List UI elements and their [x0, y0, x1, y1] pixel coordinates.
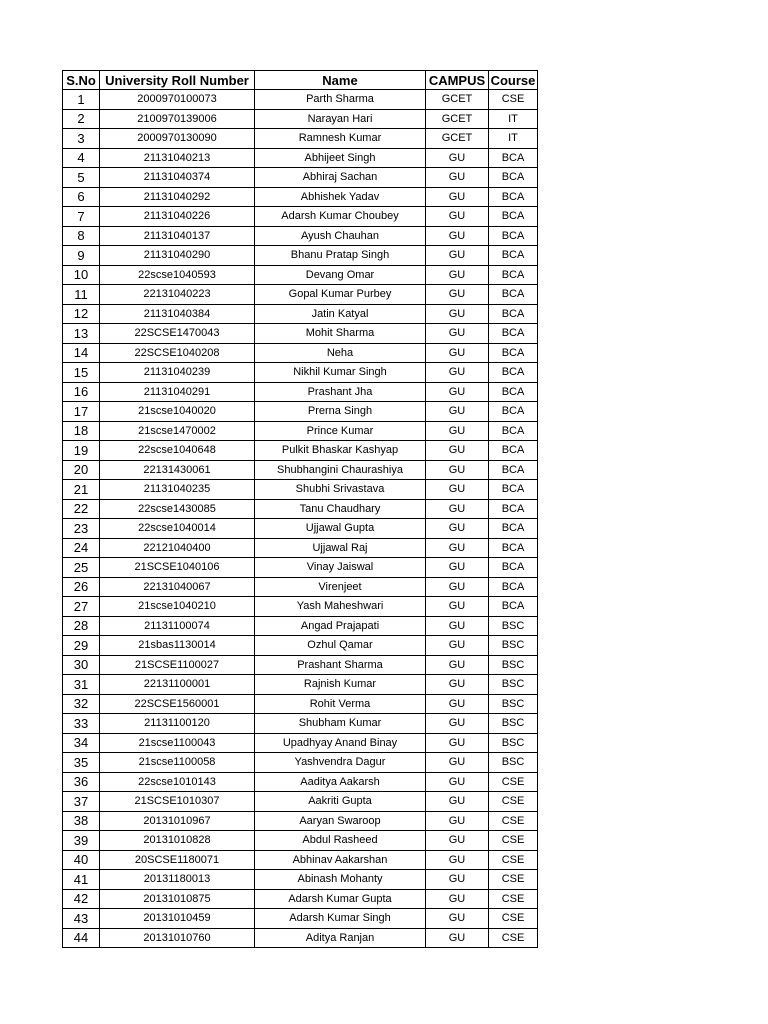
cell-course: CSE	[489, 928, 538, 948]
cell-sno: 4	[63, 148, 100, 168]
cell-roll-number: 22SCSE1040208	[100, 343, 255, 363]
cell-course: CSE	[489, 772, 538, 792]
cell-sno: 5	[63, 168, 100, 188]
cell-campus: GU	[426, 460, 489, 480]
cell-sno: 3	[63, 129, 100, 149]
cell-name: Pulkit Bhaskar Kashyap	[255, 441, 426, 461]
table-row	[63, 811, 538, 831]
cell-roll-number: 21131040239	[100, 363, 255, 383]
cell-name: Shubhangini Chaurashiya	[255, 460, 426, 480]
cell-roll-number: 21131040384	[100, 304, 255, 324]
cell-course: BCA	[489, 538, 538, 558]
cell-course: BSC	[489, 733, 538, 753]
cell-course: BCA	[489, 363, 538, 383]
cell-course: CSE	[489, 831, 538, 851]
cell-course: BCA	[489, 480, 538, 500]
cell-campus: GU	[426, 714, 489, 734]
cell-roll-number: 20131010828	[100, 831, 255, 851]
header-row	[63, 71, 538, 90]
cell-sno: 13	[63, 324, 100, 344]
cell-course: BCA	[489, 304, 538, 324]
cell-roll-number: 21scse1470002	[100, 421, 255, 441]
cell-campus: GU	[426, 382, 489, 402]
cell-sno: 24	[63, 538, 100, 558]
header-campus: CAMPUS	[426, 71, 489, 90]
cell-campus: GU	[426, 558, 489, 578]
student-table	[62, 70, 538, 948]
cell-name: Rajnish Kumar	[255, 675, 426, 695]
cell-sno: 39	[63, 831, 100, 851]
cell-course: BSC	[489, 714, 538, 734]
cell-campus: GU	[426, 246, 489, 266]
cell-course: BCA	[489, 499, 538, 519]
cell-name: Prince Kumar	[255, 421, 426, 441]
cell-campus: GU	[426, 421, 489, 441]
table-row	[63, 129, 538, 149]
cell-sno: 7	[63, 207, 100, 227]
cell-campus: GU	[426, 928, 489, 948]
cell-campus: GU	[426, 148, 489, 168]
cell-sno: 29	[63, 636, 100, 656]
cell-roll-number: 20131180013	[100, 870, 255, 890]
cell-course: BCA	[489, 460, 538, 480]
cell-roll-number: 22scse1040014	[100, 519, 255, 539]
table-row	[63, 733, 538, 753]
cell-name: Virenjeet	[255, 577, 426, 597]
table-row	[63, 675, 538, 695]
cell-campus: GU	[426, 402, 489, 422]
cell-name: Ujjawal Gupta	[255, 519, 426, 539]
cell-sno: 30	[63, 655, 100, 675]
cell-sno: 16	[63, 382, 100, 402]
cell-campus: GU	[426, 363, 489, 383]
cell-course: BSC	[489, 675, 538, 695]
cell-course: BCA	[489, 519, 538, 539]
cell-sno: 27	[63, 597, 100, 617]
cell-sno: 18	[63, 421, 100, 441]
cell-roll-number: 22131100001	[100, 675, 255, 695]
cell-campus: GCET	[426, 109, 489, 129]
cell-course: BCA	[489, 168, 538, 188]
table-row	[63, 148, 538, 168]
cell-name: Abhishek Yadav	[255, 187, 426, 207]
table-row	[63, 519, 538, 539]
cell-sno: 25	[63, 558, 100, 578]
cell-campus: GU	[426, 207, 489, 227]
cell-sno: 42	[63, 889, 100, 909]
cell-campus: GU	[426, 285, 489, 305]
cell-campus: GU	[426, 850, 489, 870]
cell-campus: GU	[426, 675, 489, 695]
cell-roll-number: 21131100074	[100, 616, 255, 636]
cell-roll-number: 20131010459	[100, 909, 255, 929]
table-row	[63, 597, 538, 617]
cell-sno: 19	[63, 441, 100, 461]
table-row	[63, 109, 538, 129]
cell-course: BCA	[489, 402, 538, 422]
cell-name: Nikhil Kumar Singh	[255, 363, 426, 383]
cell-sno: 35	[63, 753, 100, 773]
table-row	[63, 714, 538, 734]
table-row	[63, 363, 538, 383]
table-row	[63, 889, 538, 909]
cell-campus: GU	[426, 304, 489, 324]
cell-campus: GU	[426, 889, 489, 909]
cell-roll-number: 22131040067	[100, 577, 255, 597]
cell-name: Narayan Hari	[255, 109, 426, 129]
cell-course: BCA	[489, 421, 538, 441]
cell-roll-number: 21131040292	[100, 187, 255, 207]
cell-sno: 17	[63, 402, 100, 422]
cell-name: Ozhul Qamar	[255, 636, 426, 656]
cell-sno: 32	[63, 694, 100, 714]
cell-course: BCA	[489, 577, 538, 597]
cell-name: Angad Prajapati	[255, 616, 426, 636]
table-row	[63, 207, 538, 227]
cell-course: CSE	[489, 90, 538, 110]
cell-course: IT	[489, 129, 538, 149]
cell-course: BSC	[489, 753, 538, 773]
cell-name: Devang Omar	[255, 265, 426, 285]
cell-campus: GU	[426, 694, 489, 714]
cell-course: BCA	[489, 148, 538, 168]
cell-name: Adarsh Kumar Singh	[255, 909, 426, 929]
cell-sno: 37	[63, 792, 100, 812]
cell-roll-number: 22scse1040593	[100, 265, 255, 285]
cell-roll-number: 2000970130090	[100, 129, 255, 149]
cell-course: BCA	[489, 265, 538, 285]
cell-roll-number: 21131040226	[100, 207, 255, 227]
cell-roll-number: 22scse1430085	[100, 499, 255, 519]
cell-roll-number: 21scse1100058	[100, 753, 255, 773]
cell-sno: 38	[63, 811, 100, 831]
cell-sno: 26	[63, 577, 100, 597]
cell-roll-number: 22121040400	[100, 538, 255, 558]
header-name: Name	[255, 71, 426, 90]
cell-roll-number: 22SCSE1560001	[100, 694, 255, 714]
table-row	[63, 928, 538, 948]
cell-name: Yashvendra Dagur	[255, 753, 426, 773]
table-row	[63, 480, 538, 500]
cell-name: Prerna Singh	[255, 402, 426, 422]
table-row	[63, 265, 538, 285]
cell-name: Aaryan Swaroop	[255, 811, 426, 831]
table-row	[63, 831, 538, 851]
cell-sno: 28	[63, 616, 100, 636]
cell-name: Prashant Sharma	[255, 655, 426, 675]
cell-course: BCA	[489, 187, 538, 207]
cell-course: BSC	[489, 655, 538, 675]
table-row	[63, 285, 538, 305]
cell-course: CSE	[489, 909, 538, 929]
cell-name: Gopal Kumar Purbey	[255, 285, 426, 305]
cell-roll-number: 20131010760	[100, 928, 255, 948]
table-row	[63, 909, 538, 929]
cell-course: CSE	[489, 870, 538, 890]
cell-campus: GU	[426, 265, 489, 285]
cell-roll-number: 20SCSE1180071	[100, 850, 255, 870]
cell-roll-number: 21131040213	[100, 148, 255, 168]
cell-sno: 33	[63, 714, 100, 734]
cell-name: Neha	[255, 343, 426, 363]
cell-campus: GU	[426, 168, 489, 188]
cell-course: BCA	[489, 558, 538, 578]
cell-name: Vinay Jaiswal	[255, 558, 426, 578]
cell-campus: GU	[426, 636, 489, 656]
cell-campus: GU	[426, 480, 489, 500]
cell-sno: 12	[63, 304, 100, 324]
cell-sno: 1	[63, 90, 100, 110]
cell-name: Yash Maheshwari	[255, 597, 426, 617]
cell-name: Upadhyay Anand Binay	[255, 733, 426, 753]
cell-roll-number: 21SCSE1100027	[100, 655, 255, 675]
cell-sno: 15	[63, 363, 100, 383]
cell-course: CSE	[489, 792, 538, 812]
table-row	[63, 421, 538, 441]
cell-campus: GCET	[426, 90, 489, 110]
table-row	[63, 402, 538, 422]
cell-campus: GU	[426, 226, 489, 246]
cell-name: Prashant Jha	[255, 382, 426, 402]
cell-name: Abdul Rasheed	[255, 831, 426, 851]
cell-course: CSE	[489, 850, 538, 870]
cell-course: BCA	[489, 324, 538, 344]
cell-campus: GU	[426, 792, 489, 812]
table-row	[63, 616, 538, 636]
cell-roll-number: 21SCSE1010307	[100, 792, 255, 812]
table-row	[63, 870, 538, 890]
cell-campus: GU	[426, 772, 489, 792]
cell-sno: 31	[63, 675, 100, 695]
cell-campus: GU	[426, 499, 489, 519]
cell-campus: GU	[426, 870, 489, 890]
cell-course: CSE	[489, 811, 538, 831]
cell-course: BCA	[489, 207, 538, 227]
cell-sno: 22	[63, 499, 100, 519]
cell-name: Abinash Mohanty	[255, 870, 426, 890]
cell-sno: 41	[63, 870, 100, 890]
cell-roll-number: 22131040223	[100, 285, 255, 305]
cell-sno: 11	[63, 285, 100, 305]
cell-course: BCA	[489, 226, 538, 246]
cell-name: Ramnesh Kumar	[255, 129, 426, 149]
cell-course: BSC	[489, 616, 538, 636]
cell-roll-number: 21131040290	[100, 246, 255, 266]
cell-sno: 34	[63, 733, 100, 753]
cell-sno: 21	[63, 480, 100, 500]
header-sno: S.No	[63, 71, 100, 90]
cell-course: BCA	[489, 285, 538, 305]
cell-campus: GCET	[426, 129, 489, 149]
cell-name: Adarsh Kumar Choubey	[255, 207, 426, 227]
cell-roll-number: 21131040235	[100, 480, 255, 500]
cell-name: Ayush Chauhan	[255, 226, 426, 246]
cell-campus: GU	[426, 655, 489, 675]
table-body	[63, 90, 538, 948]
cell-roll-number: 2000970100073	[100, 90, 255, 110]
table-row	[63, 792, 538, 812]
cell-roll-number: 21SCSE1040106	[100, 558, 255, 578]
table-row	[63, 694, 538, 714]
table-row	[63, 460, 538, 480]
cell-campus: GU	[426, 538, 489, 558]
cell-roll-number: 21131040137	[100, 226, 255, 246]
table-row	[63, 304, 538, 324]
cell-name: Ujjawal Raj	[255, 538, 426, 558]
table-row	[63, 558, 538, 578]
cell-name: Tanu Chaudhary	[255, 499, 426, 519]
cell-campus: GU	[426, 831, 489, 851]
cell-name: Aaditya Aakarsh	[255, 772, 426, 792]
table-row	[63, 187, 538, 207]
cell-campus: GU	[426, 519, 489, 539]
cell-roll-number: 20131010967	[100, 811, 255, 831]
cell-sno: 14	[63, 343, 100, 363]
cell-roll-number: 21sbas1130014	[100, 636, 255, 656]
table-row	[63, 343, 538, 363]
cell-name: Bhanu Pratap Singh	[255, 246, 426, 266]
table-row	[63, 850, 538, 870]
header-roll-number: University Roll Number	[100, 71, 255, 90]
cell-sno: 6	[63, 187, 100, 207]
cell-name: Parth Sharma	[255, 90, 426, 110]
cell-roll-number: 21131040374	[100, 168, 255, 188]
cell-campus: GU	[426, 343, 489, 363]
cell-name: Abhijeet Singh	[255, 148, 426, 168]
cell-roll-number: 22scse1040648	[100, 441, 255, 461]
cell-roll-number: 21scse1040020	[100, 402, 255, 422]
cell-name: Jatin Katyal	[255, 304, 426, 324]
cell-roll-number: 21scse1040210	[100, 597, 255, 617]
cell-campus: GU	[426, 909, 489, 929]
cell-campus: GU	[426, 753, 489, 773]
cell-course: BSC	[489, 636, 538, 656]
cell-sno: 44	[63, 928, 100, 948]
table-row	[63, 655, 538, 675]
cell-roll-number: 22scse1010143	[100, 772, 255, 792]
table-row	[63, 499, 538, 519]
cell-campus: GU	[426, 324, 489, 344]
table-row	[63, 577, 538, 597]
cell-course: BCA	[489, 343, 538, 363]
cell-name: Aditya Ranjan	[255, 928, 426, 948]
cell-name: Aakriti Gupta	[255, 792, 426, 812]
table-row	[63, 441, 538, 461]
cell-course: CSE	[489, 889, 538, 909]
cell-name: Shubham Kumar	[255, 714, 426, 734]
cell-name: Mohit Sharma	[255, 324, 426, 344]
cell-course: BCA	[489, 597, 538, 617]
cell-name: Adarsh Kumar Gupta	[255, 889, 426, 909]
cell-sno: 9	[63, 246, 100, 266]
cell-campus: GU	[426, 577, 489, 597]
table-row	[63, 636, 538, 656]
cell-sno: 8	[63, 226, 100, 246]
table-row	[63, 382, 538, 402]
cell-name: Rohit Verma	[255, 694, 426, 714]
cell-sno: 2	[63, 109, 100, 129]
cell-sno: 23	[63, 519, 100, 539]
cell-name: Abhiraj Sachan	[255, 168, 426, 188]
cell-roll-number: 20131010875	[100, 889, 255, 909]
cell-campus: GU	[426, 811, 489, 831]
cell-course: BCA	[489, 441, 538, 461]
cell-campus: GU	[426, 733, 489, 753]
cell-course: BCA	[489, 246, 538, 266]
cell-sno: 40	[63, 850, 100, 870]
cell-name: Abhinav Aakarshan	[255, 850, 426, 870]
cell-sno: 10	[63, 265, 100, 285]
cell-campus: GU	[426, 597, 489, 617]
cell-roll-number: 21131100120	[100, 714, 255, 734]
cell-roll-number: 22SCSE1470043	[100, 324, 255, 344]
cell-sno: 43	[63, 909, 100, 929]
cell-course: IT	[489, 109, 538, 129]
table-row	[63, 538, 538, 558]
cell-roll-number: 21scse1100043	[100, 733, 255, 753]
table-row	[63, 753, 538, 773]
cell-campus: GU	[426, 616, 489, 636]
cell-roll-number: 2100970139006	[100, 109, 255, 129]
cell-sno: 20	[63, 460, 100, 480]
cell-roll-number: 21131040291	[100, 382, 255, 402]
cell-name: Shubhi Srivastava	[255, 480, 426, 500]
table-row	[63, 226, 538, 246]
table-row	[63, 772, 538, 792]
table-row	[63, 246, 538, 266]
table-row	[63, 168, 538, 188]
table-row	[63, 90, 538, 110]
header-course: Course	[489, 71, 538, 90]
cell-campus: GU	[426, 441, 489, 461]
cell-roll-number: 22131430061	[100, 460, 255, 480]
cell-course: BSC	[489, 694, 538, 714]
table-row	[63, 324, 538, 344]
cell-sno: 36	[63, 772, 100, 792]
cell-course: BCA	[489, 382, 538, 402]
cell-campus: GU	[426, 187, 489, 207]
